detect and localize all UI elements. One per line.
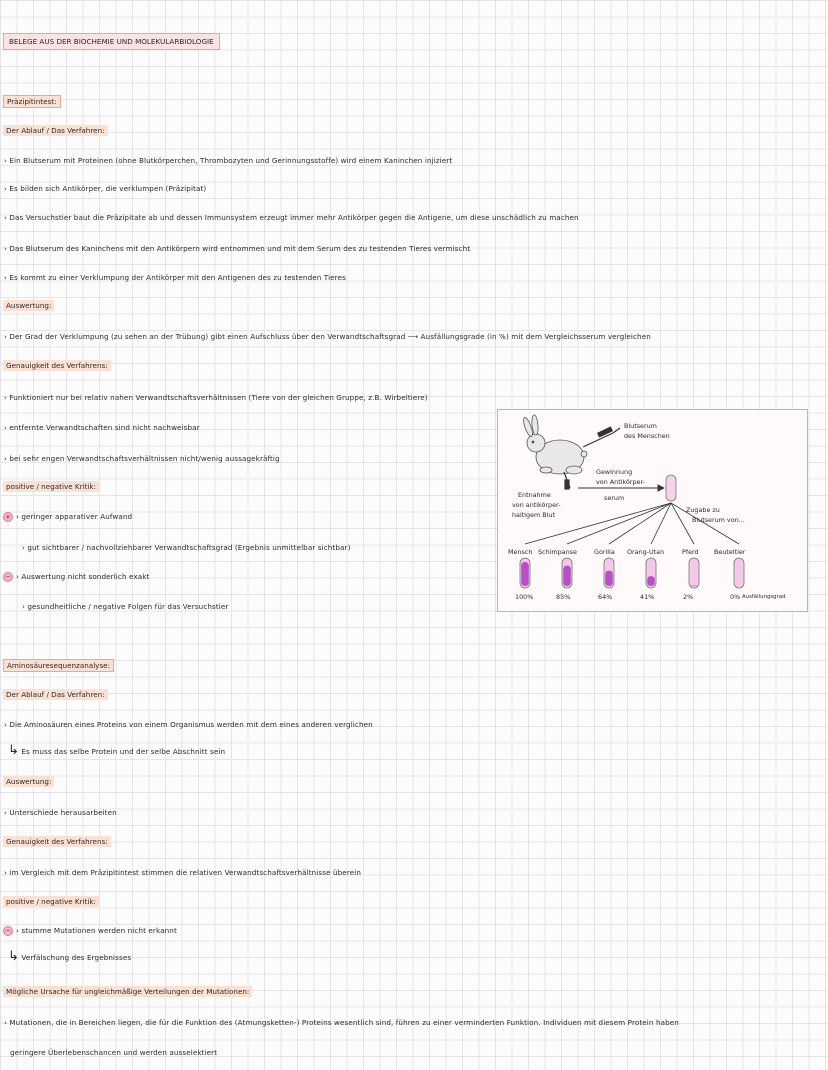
genauigkeit-heading-2: Genauigkeit des Verfahrens: — [3, 836, 111, 847]
tube-percent-gorilla: 64% — [598, 593, 613, 601]
genauigkeit-item-2-1: › im Vergleich mit dem Präzipitintest stimmen die relativen Verwandtschaftsverhältnisse überein — [4, 868, 362, 877]
tube-name-orang-utan: Orang-Utan — [627, 548, 665, 556]
precipitate-3 — [647, 576, 655, 586]
minus-icon-2: − — [3, 926, 13, 936]
label-zugabe-1: Zugabe zu — [686, 506, 720, 514]
label-entnahme-3: haltigem Blut — [512, 511, 555, 519]
tube-name-schimpanse: Schimpanse — [538, 548, 577, 556]
ursache-line-2: geringere Überlebenschancen und werden ausselektiert — [10, 1048, 218, 1057]
auswertung-heading: Auswertung: — [3, 300, 54, 311]
precipitate-0 — [521, 562, 529, 586]
praezipitintest-diagram — [497, 409, 808, 612]
ursache-line-1: › Mutationen, die in Bereichen liegen, die für die Funktion des (Atmungsketten-) Proteins wesentlich sind, führen zu einer verminderten Funktion. Individuen mit diesem Protein haben — [4, 1018, 679, 1027]
tube-name-pferd: Pferd — [682, 548, 699, 556]
ablauf-heading-2: Der Ablauf / Das Verfahren: — [3, 689, 108, 700]
auswertung-text: › Der Grad der Verklumpung (zu sehen an der Trübung) gibt einen Aufschluss über den Verwandtschaftsgrad ⟶ Ausfällungsgrade (in %) mit dem Vergleichsserum vergleichen — [4, 332, 651, 341]
down-right-arrow-icon: ↳ — [8, 743, 19, 758]
tube-name-gorilla: Gorilla — [594, 548, 615, 556]
section-heading-praezipitintest: Präzipitintest: — [3, 95, 61, 108]
test-tube-5 — [734, 558, 744, 588]
page-title: BELEGE AUS DER BIOCHEMIE UND MOLEKULARBIOLOGIE — [3, 33, 220, 50]
syringe-icon-bottom — [564, 472, 570, 489]
kritik-plus-item-1: › geringer apparativer Aufwand — [16, 512, 133, 521]
label-des-menschen: des Menschen — [624, 432, 670, 440]
kritik-minus-item-2-1: › stumme Mutationen werden nicht erkannt — [16, 926, 177, 935]
kritik-heading-2: positive / negative Kritik: — [3, 896, 99, 907]
precipitate-2 — [605, 571, 613, 586]
kritik-heading: positive / negative Kritik: — [3, 481, 99, 492]
rabbit-icon — [522, 415, 587, 474]
auswertung-item-2: › Unterschiede herausarbeiten — [4, 808, 117, 817]
ablauf-sub-row — [8, 744, 225, 757]
ablauf-item-1: › Ein Blutserum mit Proteinen (ohne Blutkörperchen, Thrombozyten und Gerinnungsstoffe) wird einem Kaninchen injiziert — [4, 156, 453, 165]
kritik-minus-item-2: › gesundheitliche / negative Folgen für das Versuchstier — [22, 602, 229, 611]
auswertung-heading-2: Auswertung: — [3, 776, 54, 787]
tube-percent-beuteltier: 0% — [730, 593, 741, 601]
down-right-arrow-icon-2: ↳ — [8, 949, 19, 964]
minus-sub-2: Verfälschung des Ergebnisses — [21, 953, 132, 962]
tube-name-mensch: Mensch — [508, 548, 533, 556]
label-zugabe-2: Blutserum von... — [692, 516, 745, 524]
tube-name-beuteltier: Beuteltier — [714, 548, 746, 556]
ablauf-item-4: › Das Blutserum des Kaninchens mit den Antikörpern wird entnommen und mit dem Serum des zu testenden Tieres vermischt — [4, 244, 471, 253]
label-entnahme-1: Entnahme — [518, 491, 551, 499]
label-blutserum: Blutserum — [624, 422, 657, 430]
plus-icon: + — [3, 512, 13, 522]
label-gewinnung-1: Gewinnung — [596, 468, 633, 476]
tube-percent-pferd: 2% — [683, 593, 694, 601]
label-gewinnung-3: serum — [604, 494, 625, 502]
kritik-minus-row-2 — [3, 926, 177, 936]
ablauf-item-2: › Es bilden sich Antikörper, die verklumpen (Präzipitat) — [4, 184, 207, 193]
ablauf-item-3: › Das Versuchstier baut die Präzipitate ab und dessen Immunsystem erzeugt immer mehr Antikörper gegen die Antigene, um diese unschädlich zu machen — [4, 213, 579, 222]
genauigkeit-item-3: › bei sehr engen Verwandtschaftsverhältnissen nicht/wenig aussagekräftig — [4, 454, 280, 463]
ursache-heading: Mögliche Ursache für ungleichmäßige Verteilungen der Mutationen: — [3, 986, 252, 997]
ablauf-sub-2: Es muss das selbe Protein und der selbe Abschnitt sein — [21, 747, 226, 756]
tube-percent-mensch: 100% — [515, 593, 534, 601]
syringe-icon-top — [583, 427, 620, 447]
section-heading-aminosaeure: Aminosäuresequenzanalyse: — [3, 659, 114, 672]
kritik-plus-row-1 — [3, 512, 132, 522]
kritik-minus-item-1: › Auswertung nicht sonderlich exakt — [16, 572, 150, 581]
tube-percent-orang-utan: 41% — [640, 593, 655, 601]
ablauf-heading: Der Ablauf / Das Verfahren: — [3, 125, 108, 136]
genauigkeit-item-2: › entfernte Verwandtschaften sind nicht nachweisbar — [4, 423, 200, 432]
main-test-tube-icon — [666, 475, 676, 501]
minus-icon: − — [3, 572, 13, 582]
ablauf-item-2-1: › Die Aminosäuren eines Proteins von einem Organismus werden mit dem eines anderen verglichen — [4, 720, 373, 729]
test-tube-4 — [689, 558, 699, 588]
label-gewinnung-2: von Antikörper- — [596, 478, 645, 486]
genauigkeit-heading: Genauigkeit des Verfahrens: — [3, 360, 111, 371]
genauigkeit-item-1: › Funktioniert nur bei relativ nahen Verwandtschaftsverhältnissen (Tiere von der gleichen Gruppe, z.B. Wirbeltiere) — [4, 393, 428, 402]
kritik-plus-item-2: › gut sichtbarer / nachvollziehbarer Verwandtschaftsgrad (Ergebnis unmittelbar sichtbar) — [22, 543, 351, 552]
label-ausfaellungsgrad: Ausfällungsgrad — [742, 594, 786, 600]
label-entnahme-2: von antikörper- — [512, 501, 561, 509]
branch-arrow-0 — [525, 503, 671, 544]
kritik-minus-row-1 — [3, 572, 149, 582]
tube-percent-schimpanse: 85% — [556, 593, 571, 601]
precipitate-1 — [563, 566, 571, 586]
minus-sub-row — [8, 950, 131, 963]
ablauf-item-5: › Es kommt zu einer Verklumpung der Antikörper mit den Antigenen des zu testenden Tieres — [4, 273, 346, 282]
